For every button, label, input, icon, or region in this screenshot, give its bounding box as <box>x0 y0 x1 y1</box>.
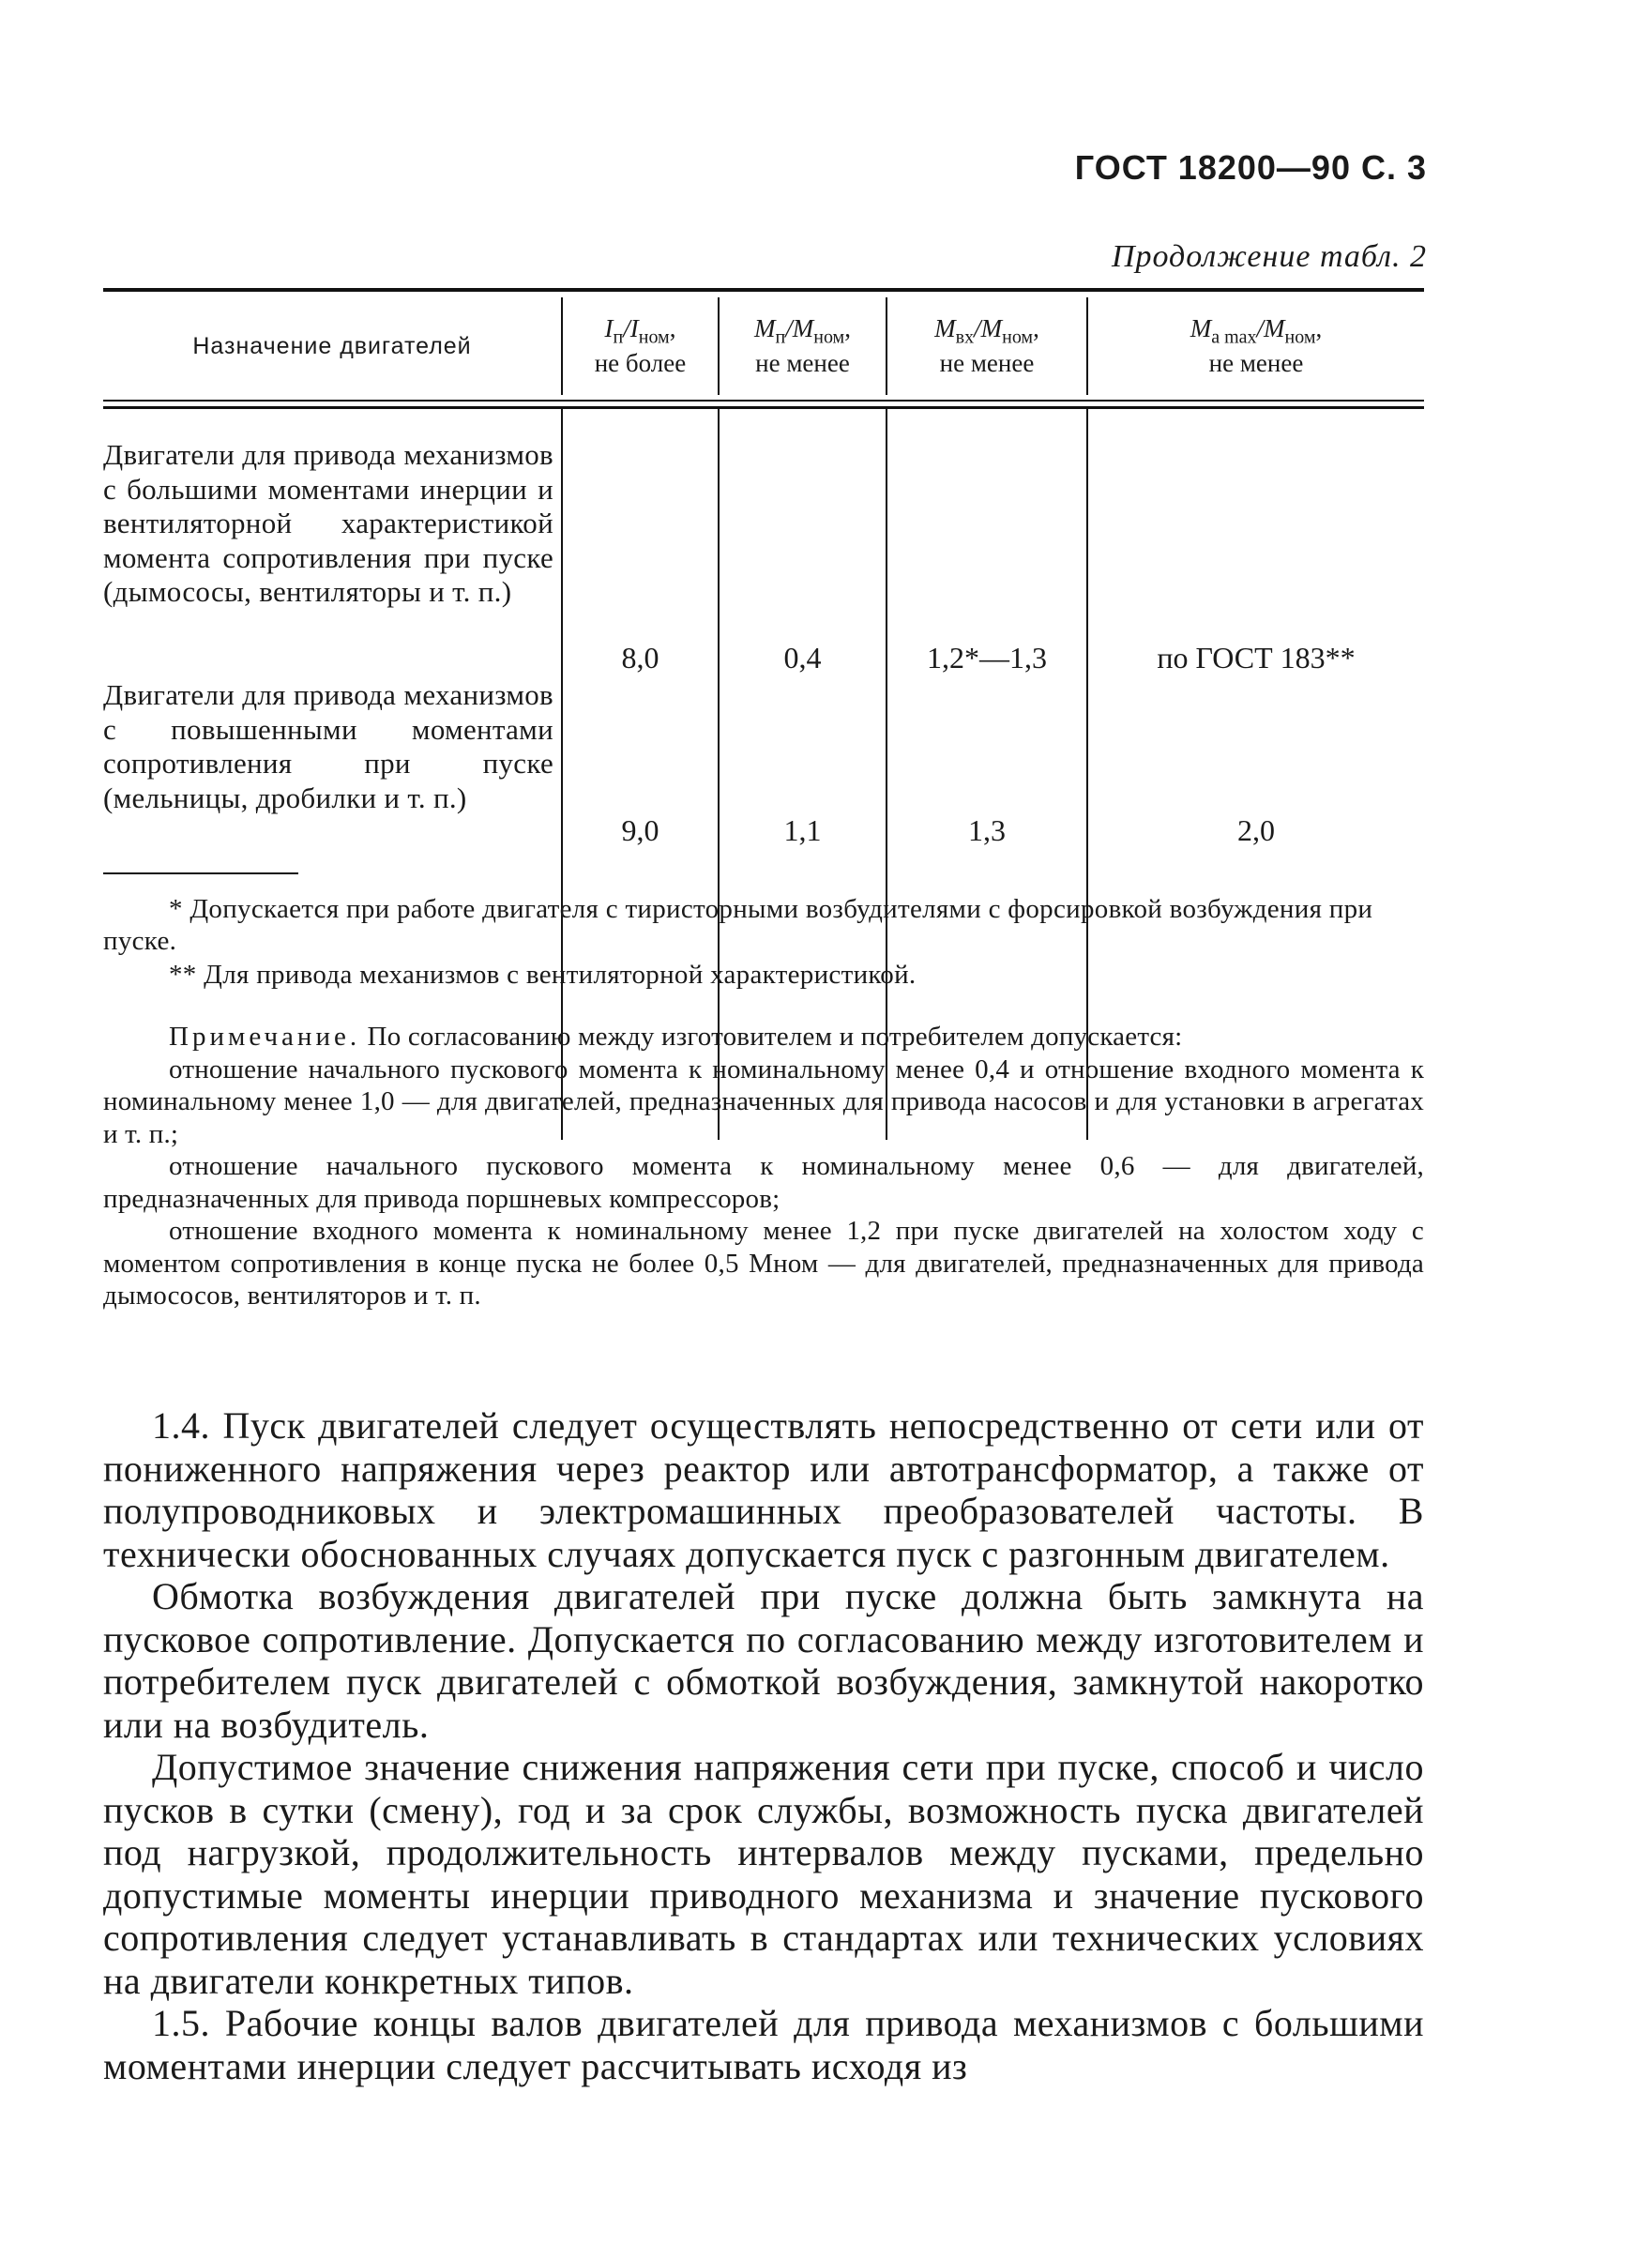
col-header-input-torque-cond: не менее <box>939 348 1035 377</box>
table-note <box>103 1021 1424 1312</box>
table-header-rule-double <box>103 406 1424 409</box>
table-row-2-input-torque: 1,3 <box>968 813 1006 847</box>
table-row-2-max-torque: 2,0 <box>1237 813 1275 847</box>
note-intro: По согласованию между изготовителем и потребителем допускается: <box>367 1022 1183 1052</box>
table-row-2-purpose: Двигатели для привода механизмов с повышенными моментами сопротивления при пуске (мельницы, дробилки и т. п.) <box>103 678 553 814</box>
col-header-current-ratio-cond: не более <box>594 348 687 377</box>
page-header: ГОСТ 18200—90 С. 3 <box>1074 148 1427 187</box>
table-row-1-max-torque: по ГОСТ 183** <box>1157 641 1356 675</box>
col-header-input-torque-symbol: $M_{вх}/M_{ном}$, <box>934 314 1039 348</box>
table-row-1-purpose: Двигатели для привода механизмов с большими моментами инерции и вентиляторной характеристикой момента сопротивления при пуске (дымососы, вентиляторы и т. п.) <box>103 438 553 608</box>
paragraph-1-4: 1.4. Пуск двигателей следует осуществлять непосредственно от сети или от пониженного напряжения через реактор или автотрансформатор, а также от полупроводниковых и электромашинных преобразователей частоты. В технически обоснованных случаях допускается пуск с разгонным двигателем. <box>103 1404 1424 1575</box>
table-row-2-start-torque: 1,1 <box>783 813 822 847</box>
footnote-2: ** Для привода механизмов с вентиляторной характеристикой. <box>169 960 917 990</box>
table-row-1-start-torque: 0,4 <box>783 641 822 675</box>
paragraph-allowable-voltage: Допустимое значение снижения напряжения сети при пуске, способ и число пусков в сутки (смену), год и за срок службы, возможность пуска двигателей под нагрузкой, продолжительность интервалов между пусками, предельно допустимые моменты инерции приводного механизма и значение пускового сопротивления следует устанавливать в стандартах или технических условиях на двигатели конкретных типов. <box>103 1746 1424 2002</box>
col-header-start-torque-ratio <box>720 299 886 393</box>
paragraph-excitation-winding: Обмотка возбуждения двигателей при пуске должна быть замкнута на пусковое сопротивление. Допускается по согласованию между изготовителем и потребителем пуск двигателей с обмоткой возбуждения, замкнутой накоротко или на возбудитель. <box>103 1575 1424 1746</box>
footnote-1: * Допускается при работе двигателя с тиристорными возбудителями с форсировкой возбуждения при пуске. <box>103 894 1373 956</box>
col-header-purpose <box>103 299 561 393</box>
table-row-2-current-ratio: 9,0 <box>621 813 659 847</box>
col-header-current-ratio <box>563 299 718 393</box>
note-item-2: отношение начального пускового момента к номинальному менее 0,6 — для двигателей, предназначенных для привода поршневых компрессоров; <box>103 1151 1424 1214</box>
note-label: Примечание. <box>169 1022 361 1052</box>
col-header-start-torque-cond: не менее <box>755 348 850 377</box>
col-header-max-torque-symbol: $M_{a max}/M_{ном}$, <box>1190 314 1323 348</box>
footnote-rule <box>103 872 298 874</box>
col-header-purpose-text: Назначение двигателей <box>192 332 472 359</box>
col-header-max-torque-ratio <box>1088 299 1424 393</box>
table-top-rule <box>103 288 1424 292</box>
table-row-1-current-ratio: 8,0 <box>621 641 659 675</box>
table-header-rule <box>103 400 1424 402</box>
col-header-current-ratio-symbol: $I_п/I_{ном}$, <box>604 314 676 348</box>
col-header-max-torque-cond: не менее <box>1208 348 1304 377</box>
table-continuation-label: Продолжение табл. 2 <box>1111 239 1427 274</box>
note-item-3: отношение входного момента к номинальному менее 1,2 при пуске двигателей на холостом ходу с моментом сопротивления в конце пуска не более 0,5 Mном — для двигателей, предназначенных для привода дымососов, вентиляторов и т. п. <box>103 1216 1424 1311</box>
col-header-start-torque-symbol: $M_п/M_{ном}$, <box>754 314 851 348</box>
note-item-1: отношение начального пускового момента к номинальному менее 0,4 и отношение входного момента к номинальному менее 1,0 — для двигателей, предназначенных для привода насосов и для установки в агрегатах и т. п.; <box>103 1054 1424 1149</box>
col-header-input-torque-ratio <box>887 299 1086 393</box>
body-text <box>103 1404 1424 2087</box>
table-row-1-input-torque: 1,2*—1,3 <box>927 641 1047 675</box>
paragraph-1-5: 1.5. Рабочие концы валов двигателей для привода механизмов с большими моментами инерции следует рассчитывать исходя из <box>103 2002 1424 2087</box>
